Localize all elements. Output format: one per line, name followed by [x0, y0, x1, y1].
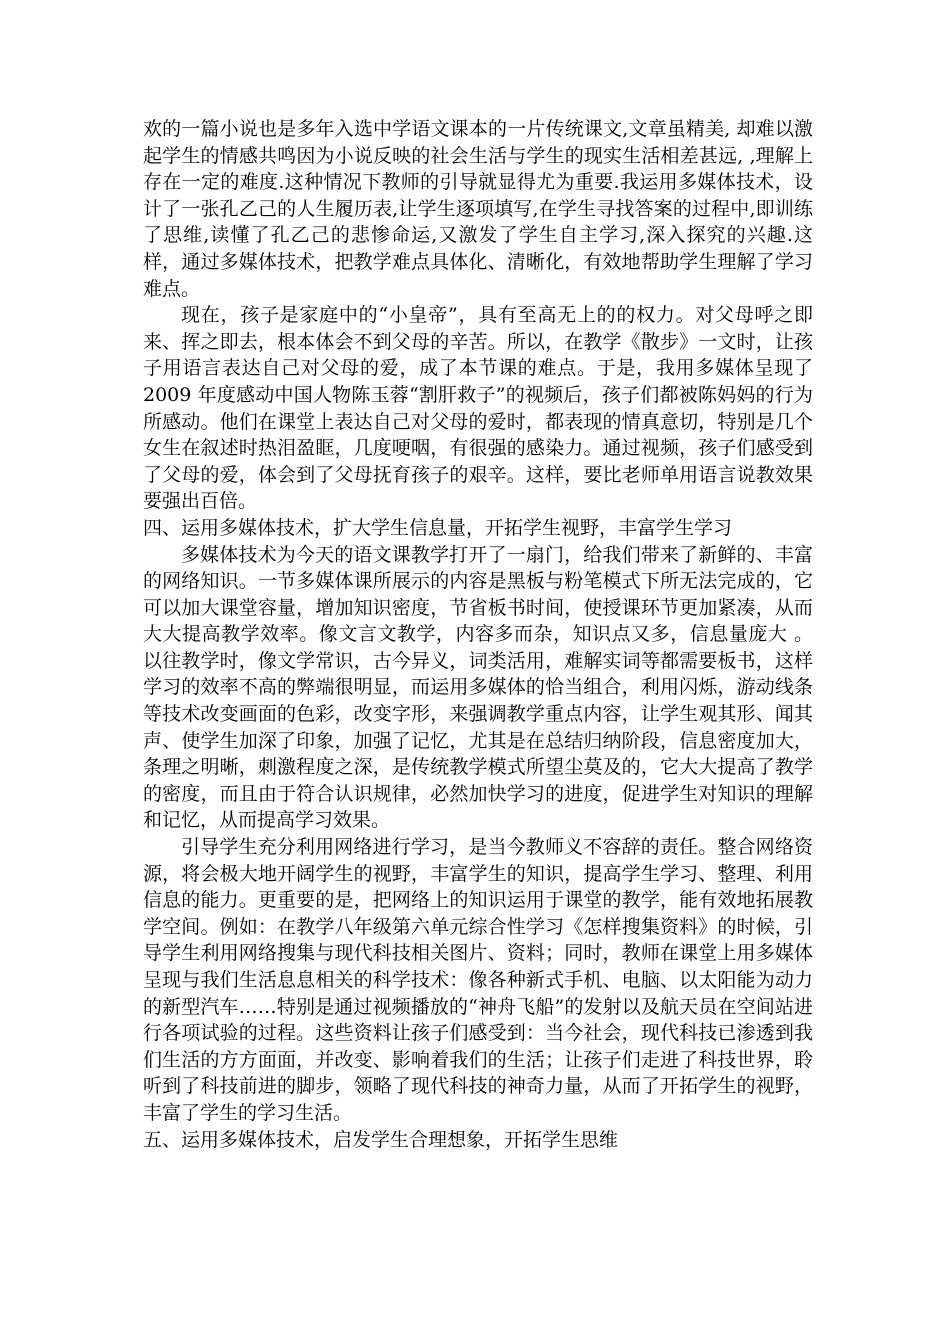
section-heading-five: 五、运用多媒体技术，启发学生合理想象，开拓学生思维	[143, 1128, 619, 1151]
section-heading-four: 四、运用多媒体技术，扩大学生信息量，开拓学生视野，丰富学生学习	[143, 516, 733, 539]
paragraph-sanbu-example: 现在，孩子是家庭中的“小皇帝”，具有至高无上的的权力。对父母呼之即来、挥之即去，根本体会不到父母的辛苦。所以，在教学《散步》一文时，让孩子用语言表达自己对父母的爱，成了本节课的难点。于是，我用多媒体呈现了 2009 年度感动中国人物陈玉蓉“割肝救子”的视频后，孩子们都被陈妈妈的行为所感动。他们在课堂上表达自己对父母的爱时，都表现的情真意切，特别是几个女生在叙述时热泪盈眶，几度哽咽，有很强的感染力。通过视频，孩子们感受到了父母的爱，体会到了父母抚育孩子的艰辛。这样，要比老师单用语言说教效果要强出百倍。	[143, 304, 813, 513]
paragraph-kongyiji-continuation: 欢的一篇小说也是多年入选中学语文课本的一片传统课文,文章虽精美, 却难以激起学生的情感共鸣因为小说反映的社会生活与学生的现实生活相差甚远, ,理解上存在一定的难度.这种情况下教师的引导就显得尤为重要.我运用多媒体技术，设计了一张孔乙己的人生履历表,让学生逐项填写,在学生寻找答案的过程中,即训练了思维,读懂了孔乙己的悲惨命运,又激发了学生自主学习,深入探究的兴趣.这样，通过多媒体技术，把教学难点具体化、清晰化，有效地帮助学生理解了学习难点。	[143, 118, 813, 300]
paragraph-network-learning: 引导学生充分利用网络进行学习，是当今教师义不容辞的责任。整合网络资源，将会极大地开阔学生的视野，丰富学生的知识，提高学生学习、整理、利用信息的能力。更重要的是，把网络上的知识运用于课堂的教学，能有效地拓展教学空间。例如：在教学八年级第六单元综合性学习《怎样搜集资料》的时候，引导学生利用网络搜集与现代科技相关图片、资料；同时，教师在课堂上用多媒体呈现与我们生活息息相关的科学技术：像各种新式手机、电脑、以太阳能为动力的新型汽车……特别是通过视频播放的“神舟飞船”的发射以及航天员在空间站进行各项试验的过程。这些资料让孩子们感受到：当今社会，现代科技已渗透到我们生活的方方面面，并改变、影响着我们的生活；让孩子们走进了科技世界，聆听到了科技前进的脚步，领略了现代科技的神奇力量，从而了开拓学生的视野，丰富了学生的学习生活。	[143, 836, 813, 1124]
paragraph-multimedia-efficiency: 多媒体技术为今天的语文课教学打开了一扇门，给我们带来了新鲜的、丰富的网络知识。一节多媒体课所展示的内容是黑板与粉笔模式下所无法完成的，它可以加大课堂容量，增加知识密度，节省板书时间，使授课环节更加紧凑，从而大大提高教学效率。像文言文教学，内容多而杂，知识点又多，信息量庞大 。以往教学时，像文学常识，古今异义，词类活用，难解实词等都需要板书，这样学习的效率不高的弊端很明显，而运用多媒体的恰当组合，利用闪烁，游动线条等技术改变画面的色彩，改变字形，来强调教学重点内容，让学生观其形、闻其声、使学生加深了印象，加强了记忆，尤其是在总结归纳阶段，信息密度加大，条理之明晰，刺激程度之深，是传统教学模式所望尘莫及的，它大大提高了教学的密度，而且由于符合认识规律，必然加快学习的进度，促进学生对知识的理解和记忆，从而提高学习效果。	[143, 543, 813, 832]
document-page	[143, 116, 813, 1153]
